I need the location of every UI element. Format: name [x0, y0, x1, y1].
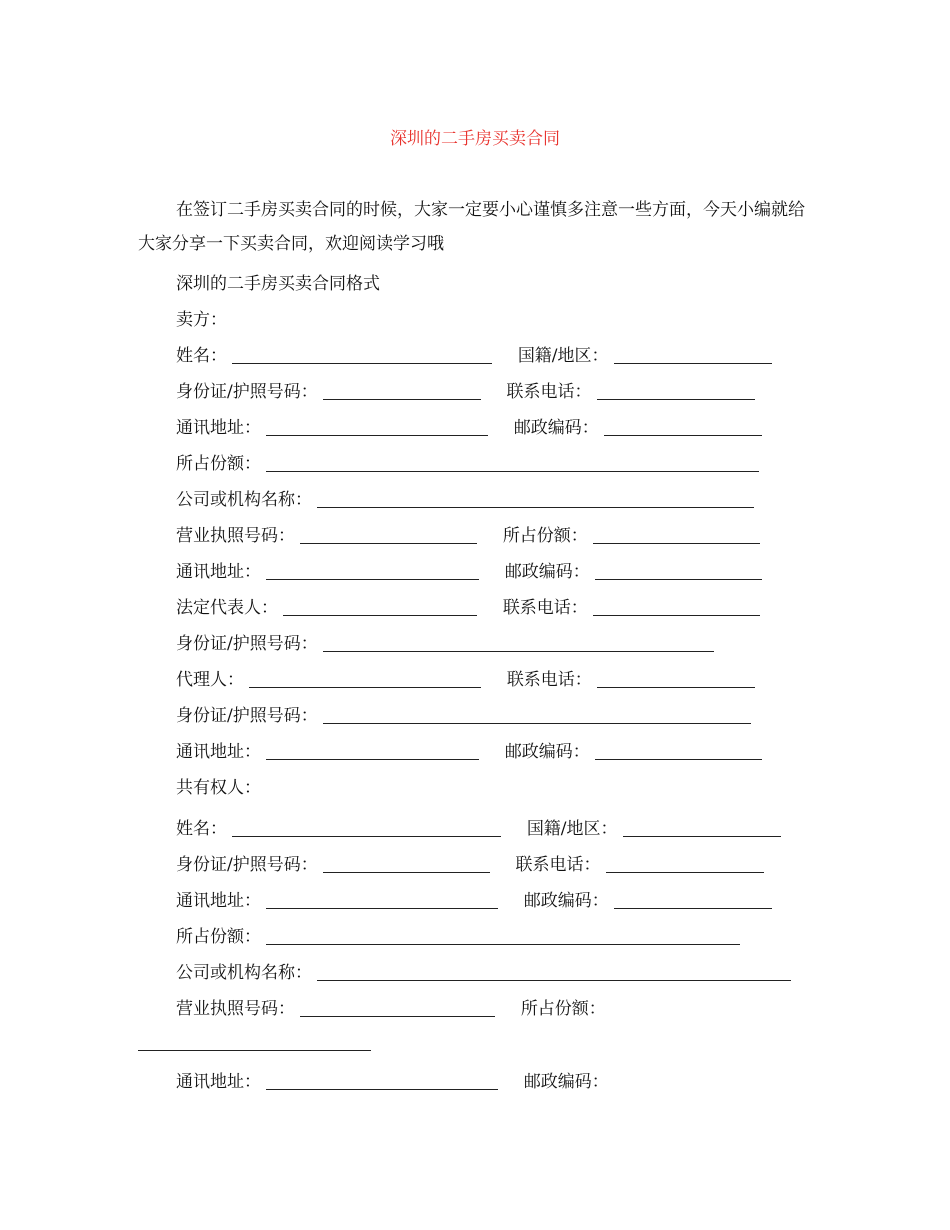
field-label: 身份证/护照号码： [176, 382, 318, 402]
form-row [176, 629, 714, 654]
form-row [176, 341, 772, 366]
form-row [176, 665, 755, 690]
name-blank [232, 362, 492, 364]
field-label: 所占份额： [176, 927, 261, 947]
form-row [176, 701, 751, 726]
field-label: 邮政编码： [504, 562, 590, 582]
form-row [176, 593, 760, 618]
seller-heading: 卖方： [176, 310, 227, 330]
field-label: 国籍/地区： [517, 346, 609, 366]
document-title: 深圳的二手房买卖合同 [390, 129, 560, 149]
field-label: 身份证/护照号码： [176, 634, 318, 654]
form-row [176, 413, 762, 438]
intro-paragraph: 在签订二手房买卖合同的时候，大家一定要小心谨慎多注意一些方面，今天小编就给大家分享一下买卖合同，欢迎阅读学习哦 [138, 200, 805, 254]
field-label: 邮政编码： [523, 891, 609, 911]
company-blank [317, 506, 754, 508]
field-label: 公司或机构名称： [176, 490, 312, 510]
form-row [176, 1067, 609, 1092]
id-blank [323, 650, 714, 652]
address-blank [266, 758, 479, 760]
form-row [176, 814, 781, 839]
co-owner-heading: 共有权人： [176, 778, 261, 798]
share-blank [266, 943, 740, 945]
form-row [176, 377, 755, 402]
address-blank [266, 578, 479, 580]
share-blank-continued [138, 1050, 371, 1051]
field-label: 代理人： [176, 670, 244, 690]
field-label: 通讯地址： [176, 1072, 261, 1092]
address-blank [266, 434, 488, 436]
field-label: 所占份额： [520, 999, 606, 1019]
field-label: 联系电话： [515, 855, 601, 875]
form-row [176, 521, 760, 546]
field-label: 身份证/护照号码： [176, 706, 318, 726]
form-row [176, 994, 606, 1019]
field-label: 邮政编码： [513, 418, 599, 438]
id-blank [323, 398, 481, 400]
phone-blank [606, 871, 764, 873]
nationality-blank [623, 835, 781, 837]
postcode-blank [614, 907, 772, 909]
phone-blank [597, 398, 755, 400]
address-blank [266, 1088, 498, 1090]
agent-blank [249, 686, 481, 688]
field-label: 国籍/地区： [526, 819, 618, 839]
field-label: 联系电话： [506, 382, 592, 402]
form-row [176, 449, 759, 474]
name-blank [232, 835, 501, 837]
share-blank [266, 470, 759, 472]
field-label: 姓名： [176, 819, 227, 839]
form-row [176, 485, 754, 510]
form-row [176, 958, 791, 983]
field-label: 邮政编码： [504, 742, 590, 762]
share-blank [593, 542, 760, 544]
field-label: 联系电话： [506, 670, 592, 690]
nationality-blank [614, 362, 772, 364]
field-label: 联系电话： [502, 598, 588, 618]
postcode-blank [595, 758, 762, 760]
field-label: 邮政编码： [523, 1072, 609, 1092]
form-row [176, 850, 764, 875]
field-label: 所占份额： [502, 526, 588, 546]
form-row [176, 886, 772, 911]
form-row [176, 737, 762, 762]
legal-rep-blank [283, 614, 477, 616]
field-label: 姓名： [176, 346, 227, 366]
company-blank [317, 979, 791, 981]
field-label: 通讯地址： [176, 742, 261, 762]
postcode-blank [604, 434, 762, 436]
license-blank [300, 1015, 495, 1017]
postcode-blank [595, 578, 762, 580]
phone-blank [597, 686, 755, 688]
field-label: 所占份额： [176, 454, 261, 474]
field-label: 通讯地址： [176, 418, 261, 438]
field-label: 身份证/护照号码： [176, 855, 318, 875]
field-label: 法定代表人： [176, 598, 278, 618]
format-heading: 深圳的二手房买卖合同格式 [176, 274, 380, 294]
field-label: 通讯地址： [176, 562, 261, 582]
field-label: 公司或机构名称： [176, 963, 312, 983]
id-blank [323, 722, 751, 724]
form-row [176, 922, 740, 947]
form-row [176, 557, 762, 582]
field-label: 营业执照号码： [176, 526, 295, 546]
phone-blank [593, 614, 760, 616]
field-label: 通讯地址： [176, 891, 261, 911]
license-blank [300, 542, 477, 544]
id-blank [323, 871, 490, 873]
address-blank [266, 907, 498, 909]
field-label: 营业执照号码： [176, 999, 295, 1019]
